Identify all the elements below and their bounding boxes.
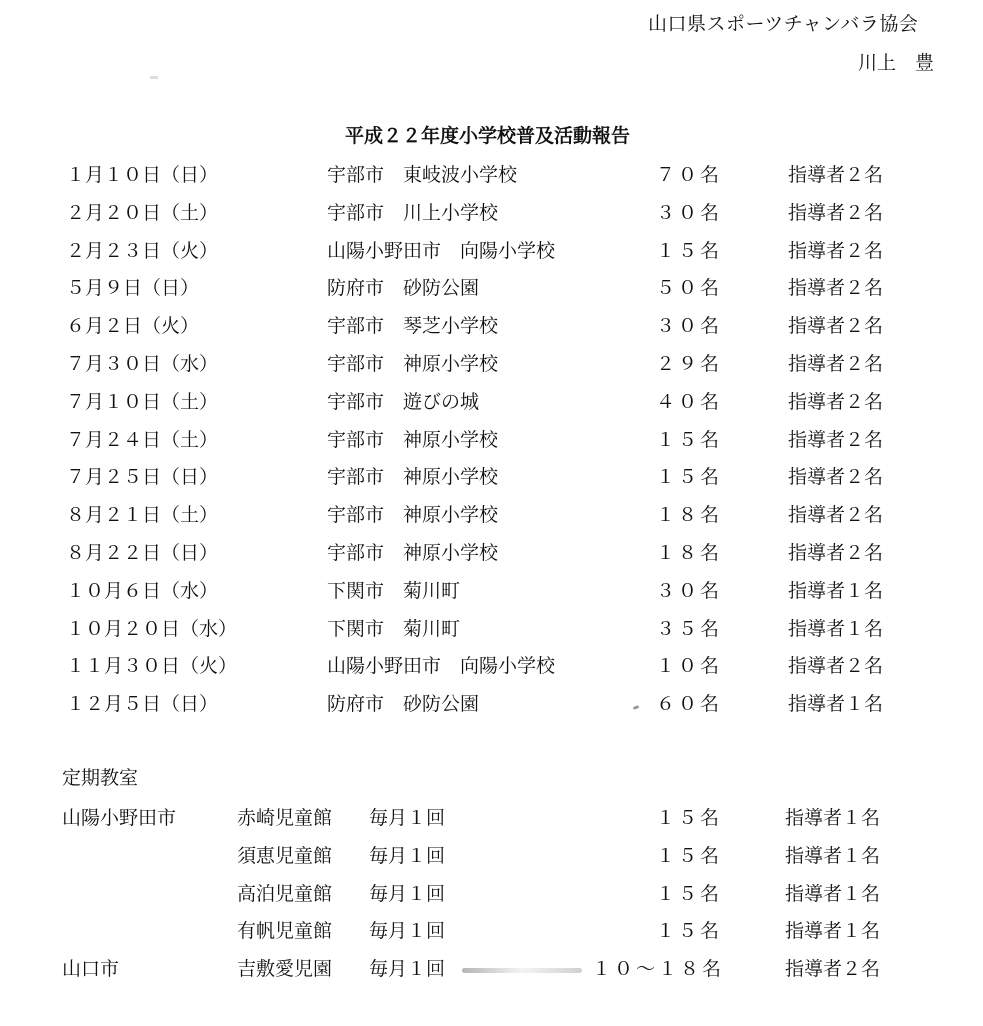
- activity-leaders: 指導者１名: [788, 579, 884, 602]
- class-venue: 赤崎児童館: [237, 807, 333, 829]
- class-venue: 吉敷愛児園: [237, 958, 333, 981]
- class-city: 山陽小野田市: [62, 807, 177, 829]
- activity-place: 防府市 砂防公園: [327, 693, 480, 716]
- activity-place: 山陽小野田市 向陽小学校: [327, 655, 556, 678]
- activity-leaders: 指導者２名: [788, 239, 884, 262]
- activity-participants: ７０名: [656, 164, 723, 186]
- activity-leaders: 指導者２名: [788, 315, 884, 338]
- activity-place: 下関市 菊川町: [327, 617, 461, 640]
- scan-artifact: [462, 968, 582, 973]
- activity-date: １月１０日（日）: [66, 164, 219, 186]
- activity-row: [0, 160, 983, 190]
- activity-participants: １８名: [656, 504, 723, 527]
- activity-place: 防府市 砂防公園: [327, 277, 480, 300]
- activity-place: 下関市 菊川町: [327, 579, 461, 602]
- activity-row: [0, 349, 983, 379]
- class-leaders: 指導者１名: [785, 920, 881, 943]
- activity-participants: ３０名: [656, 201, 723, 224]
- activity-date: ７月３０日（水）: [66, 353, 219, 375]
- activity-leaders: 指導者２名: [788, 542, 884, 564]
- activity-date: １２月５日（日）: [66, 693, 219, 716]
- activity-date: ８月２２日（日）: [66, 542, 219, 564]
- activity-participants: １８名: [656, 542, 723, 564]
- class-frequency: 毎月１回: [369, 807, 446, 829]
- activity-place: 宇部市 東岐波小学校: [327, 164, 518, 186]
- activity-row: [0, 311, 983, 341]
- class-leaders: 指導者２名: [785, 958, 881, 981]
- activity-participants: ２９名: [656, 353, 723, 375]
- activity-participants: ６０名: [656, 693, 723, 716]
- activity-leaders: 指導者２名: [788, 164, 884, 186]
- class-row: [0, 879, 983, 909]
- class-row: [0, 803, 983, 833]
- activity-date: ５月９日（日）: [66, 277, 200, 300]
- class-venue: 有帆児童館: [237, 920, 333, 943]
- activity-leaders: 指導者２名: [788, 390, 884, 413]
- activity-participants: ４０名: [656, 390, 723, 413]
- class-row: [0, 841, 983, 871]
- activity-place: 山陽小野田市 向陽小学校: [327, 239, 556, 262]
- activity-row: [0, 387, 983, 417]
- activity-participants: ３０名: [656, 579, 723, 602]
- activity-date: ６月２日（火）: [66, 315, 200, 338]
- class-leaders: 指導者１名: [785, 844, 881, 867]
- activity-place: 宇部市 川上小学校: [327, 201, 499, 224]
- activity-participants: ３５名: [656, 617, 723, 640]
- activity-date: １１月３０日（火）: [66, 655, 238, 678]
- report-title: 平成２２年度小学校普及活動報告: [345, 125, 631, 147]
- activity-leaders: 指導者２名: [788, 428, 884, 451]
- activity-row: [0, 651, 983, 681]
- activity-row: [0, 462, 983, 492]
- activity-participants: １０名: [656, 655, 723, 678]
- activity-leaders: 指導者２名: [788, 504, 884, 527]
- activity-row: [0, 614, 983, 644]
- activity-date: ８月２１日（土）: [66, 504, 219, 527]
- activity-place: 宇部市 神原小学校: [327, 353, 499, 375]
- activity-leaders: 指導者１名: [788, 693, 884, 716]
- activity-row: [0, 576, 983, 606]
- activity-row: [0, 198, 983, 228]
- activity-participants: ５０名: [656, 277, 723, 300]
- class-row: [0, 916, 983, 946]
- activity-date: １０月２０日（水）: [66, 617, 238, 640]
- class-leaders: 指導者１名: [785, 882, 881, 905]
- class-leaders: 指導者１名: [785, 807, 881, 829]
- activity-leaders: 指導者２名: [788, 277, 884, 300]
- activity-participants: １５名: [656, 239, 723, 262]
- class-city: 山口市: [62, 958, 120, 981]
- activity-leaders: 指導者２名: [788, 353, 884, 375]
- class-participants: １５名: [656, 920, 723, 943]
- activity-place: 宇部市 遊びの城: [327, 390, 480, 413]
- class-frequency: 毎月１回: [369, 882, 446, 905]
- activity-place: 宇部市 琴芝小学校: [327, 315, 499, 338]
- author-name: 川上 豊: [858, 52, 935, 74]
- activity-leaders: 指導者２名: [788, 655, 884, 678]
- activity-place: 宇部市 神原小学校: [327, 466, 499, 489]
- activity-date: １０月６日（水）: [66, 579, 219, 602]
- class-venue: 高泊児童館: [237, 882, 333, 905]
- class-participants: １５名: [656, 882, 723, 905]
- activity-row: [0, 425, 983, 455]
- activity-row: [0, 500, 983, 530]
- activity-date: ７月１０日（土）: [66, 390, 219, 413]
- activity-row: [0, 538, 983, 568]
- activity-date: ７月２５日（日）: [66, 466, 219, 489]
- class-venue: 須恵児童館: [237, 844, 333, 867]
- class-participants: １５名: [656, 807, 723, 829]
- activity-date: ２月２０日（土）: [66, 201, 219, 224]
- activity-participants: １５名: [656, 428, 723, 451]
- activity-participants: １５名: [656, 466, 723, 489]
- activity-participants: ３０名: [656, 315, 723, 338]
- class-participants: １０～１８名: [592, 958, 725, 981]
- activity-date: ７月２４日（土）: [66, 428, 219, 451]
- activity-leaders: 指導者２名: [788, 466, 884, 489]
- activity-place: 宇部市 神原小学校: [327, 504, 499, 527]
- regular-classes-title: 定期教室: [62, 767, 139, 789]
- activity-place: 宇部市 神原小学校: [327, 428, 499, 451]
- activity-place: 宇部市 神原小学校: [327, 542, 499, 564]
- activity-leaders: 指導者１名: [788, 617, 884, 640]
- class-frequency: 毎月１回: [369, 920, 446, 943]
- activity-row: [0, 236, 983, 266]
- activity-date: ２月２３日（火）: [66, 239, 219, 262]
- scan-artifact: [150, 76, 158, 79]
- activity-row: [0, 689, 983, 719]
- activity-row: [0, 273, 983, 303]
- organization-name: 山口県スポーツチャンバラ協会: [648, 13, 919, 35]
- class-frequency: 毎月１回: [369, 958, 446, 981]
- activity-leaders: 指導者２名: [788, 201, 884, 224]
- class-frequency: 毎月１回: [369, 844, 446, 867]
- class-participants: １５名: [656, 844, 723, 867]
